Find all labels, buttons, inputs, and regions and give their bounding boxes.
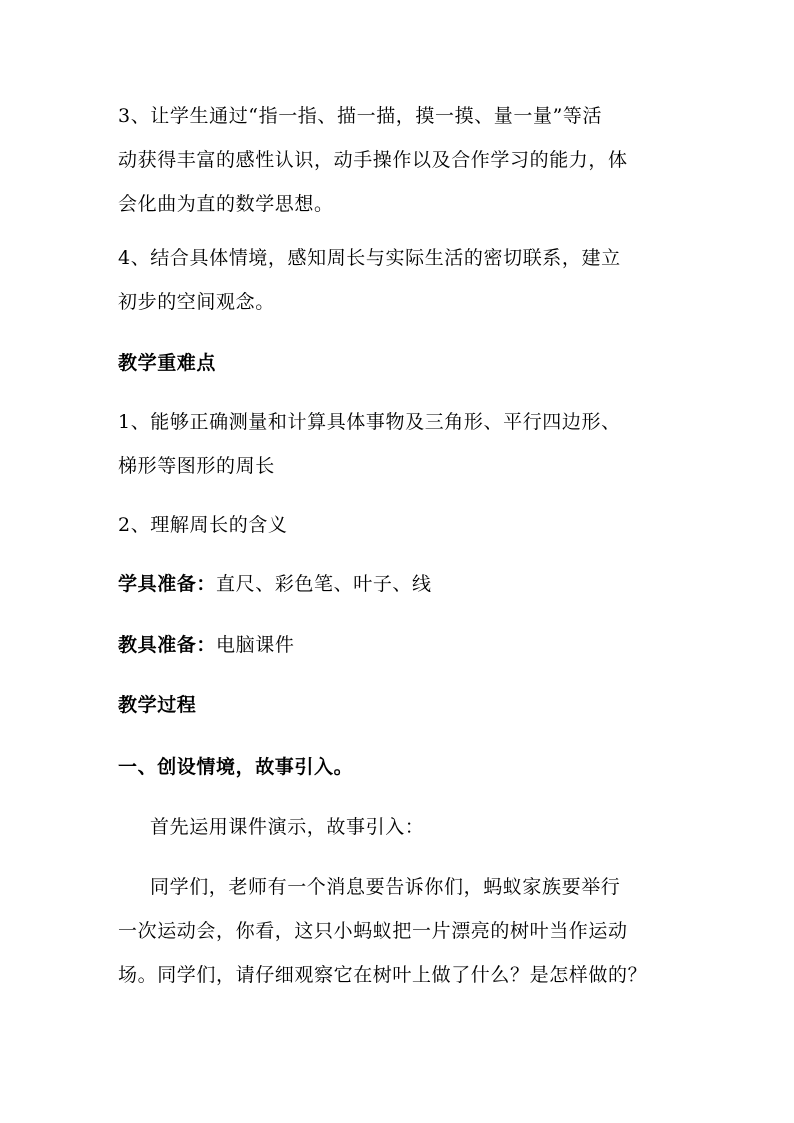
- key-point-1-line-1: 1、能够正确测量和计算具体事物及三角形、平行四边形、: [118, 411, 621, 433]
- objective-3-line-2: 动获得丰富的感性认识，动手操作以及合作学习的能力，体: [118, 149, 628, 171]
- key-points-heading: 教学重难点: [118, 352, 217, 374]
- objective-3-line-1: 3、让学生通过“指一指、描一描，摸一摸、量一量”等活: [118, 105, 603, 127]
- objective-4-line-2: 初步的空间观念。: [118, 291, 275, 313]
- teacher-materials-value: 电脑课件: [216, 634, 295, 656]
- section-1-paragraph-1: 首先运用课件演示，故事引入：: [150, 816, 425, 838]
- student-materials-label: 学具准备：: [118, 573, 217, 595]
- objective-4-line-1: 4、结合具体情境，感知周长与实际生活的密切联系，建立: [118, 247, 621, 269]
- student-materials-value: 直尺、彩色笔、叶子、线: [216, 573, 432, 595]
- section-1-paragraph-2-line-3: 场。同学们，请仔细观察它在树叶上做了什么？是怎样做的？: [118, 964, 648, 986]
- process-heading: 教学过程: [118, 694, 197, 716]
- teacher-materials: [118, 633, 678, 657]
- teacher-materials-label: 教具准备：: [118, 634, 217, 656]
- student-materials: [118, 572, 678, 596]
- section-1-heading: 一、创设情境，故事引入。: [118, 756, 354, 778]
- key-point-2: 2、理解周长的含义: [118, 514, 288, 536]
- section-1-paragraph-2-line-1: 同学们，老师有一个消息要告诉你们，蚂蚁家族要举行: [150, 876, 621, 898]
- key-point-1-line-2: 梯形等图形的周长: [118, 455, 275, 477]
- section-1-paragraph-2-line-2: 一次运动会，你看，这只小蚂蚁把一片漂亮的树叶当作运动: [118, 920, 628, 942]
- objective-3-line-3: 会化曲为直的数学思想。: [118, 193, 334, 215]
